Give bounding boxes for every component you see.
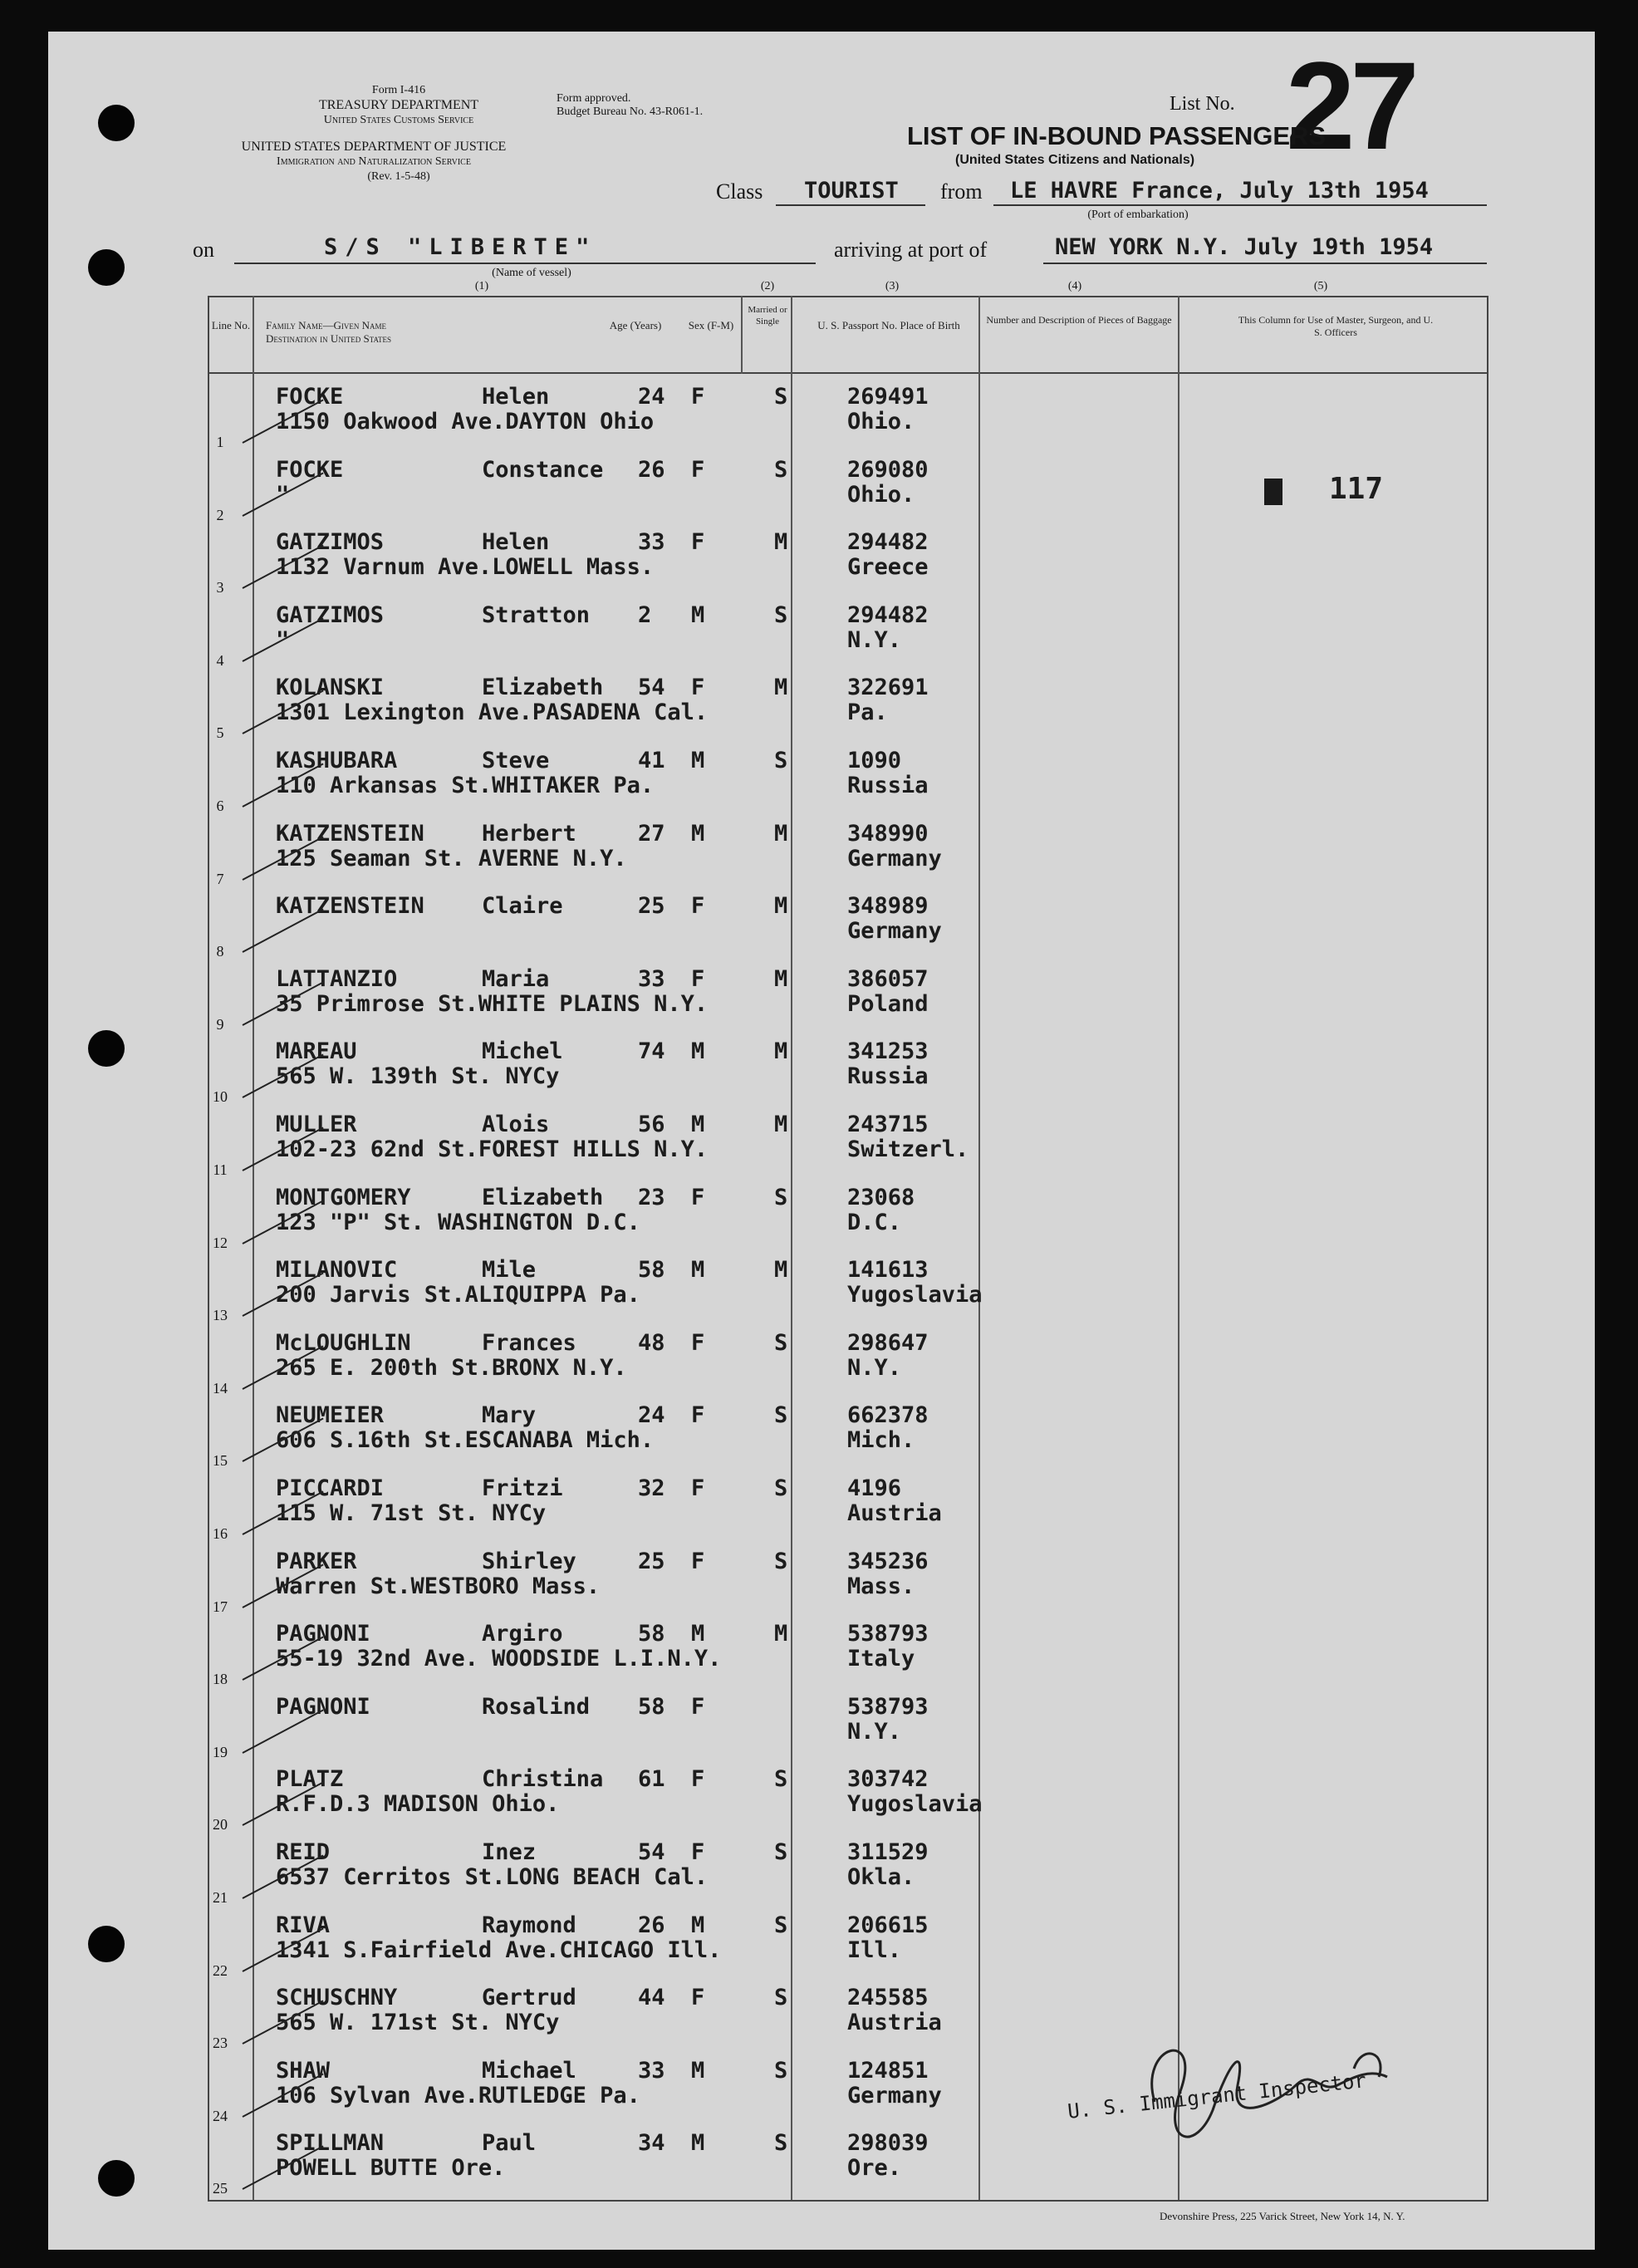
col-num-5: (5) (1313, 280, 1328, 292)
line-number: 17 (213, 1598, 228, 1615)
table-row (209, 1394, 982, 1470)
destination: 55-19 32nd Ave. WOODSIDE L.I.N.Y. (276, 1646, 722, 1672)
destination: 125 Seaman St. AVERNE N.Y. (276, 845, 627, 871)
sex: F (691, 456, 705, 483)
family-name: SHAW (276, 2057, 331, 2084)
place-of-birth: Mass. (847, 1573, 915, 1599)
family-name: SPILLMAN (276, 2130, 385, 2157)
line-number: 7 (216, 870, 224, 887)
place-of-birth: Poland (847, 990, 929, 1017)
sex: F (691, 675, 705, 701)
place-of-birth: Austria (847, 1500, 942, 1526)
sex: M (691, 1112, 705, 1137)
passport-number: 348989 (847, 893, 929, 920)
table-row (209, 376, 982, 449)
vessel-label: (Name of vessel) (492, 267, 571, 279)
table-row (209, 666, 982, 742)
age: 56 (638, 1112, 665, 1137)
married-status: S (774, 2130, 788, 2157)
sex: M (691, 2130, 705, 2157)
married-status: M (774, 1621, 788, 1647)
married-status: S (774, 1548, 788, 1574)
married-status: S (774, 1912, 788, 1938)
sex: F (691, 1839, 705, 1865)
page-subtitle: (United States Citizens and Nationals) (955, 153, 1195, 167)
family-name: FOCKE (276, 456, 344, 483)
destination: 6537 Cerritos St.LONG BEACH Cal. (276, 1864, 709, 1890)
table-row (209, 1831, 982, 1904)
given-name: Fritzi (482, 1475, 563, 1501)
sex: F (691, 1548, 705, 1574)
table-row (209, 1904, 982, 1977)
passport-number: 298647 (847, 1329, 929, 1356)
destination: Warren St.WESTBORO Mass. (276, 1573, 601, 1599)
binder-hole (88, 1030, 125, 1067)
age: 25 (638, 1548, 665, 1574)
destination: 565 W. 139th St. NYCy (276, 1063, 560, 1090)
sex: M (691, 748, 705, 773)
destination: " (276, 626, 290, 653)
place-of-birth: N.Y. (847, 1354, 902, 1381)
age: 58 (638, 1693, 665, 1720)
family-name: PAGNONI (276, 1693, 370, 1720)
place-of-birth: Ohio. (847, 481, 915, 508)
passport-number: 341253 (847, 1038, 929, 1065)
line-number: 15 (213, 1452, 228, 1470)
form-number: Form I-416 (371, 84, 426, 96)
family-name: KATZENSTEIN (276, 893, 424, 920)
passport-number: 322691 (847, 675, 929, 701)
passport-number: 269491 (847, 384, 929, 410)
budget-bureau: Budget Bureau No. 43-R061-1. (557, 106, 704, 118)
destination: " (276, 481, 290, 508)
given-name: Alois (482, 1112, 550, 1137)
destination: 106 Sylvan Ave.RUTLEDGE Pa. (276, 2082, 640, 2108)
given-name: Elizabeth (482, 1184, 604, 1210)
form-revision: (Rev. 1-5-48) (367, 170, 430, 183)
table-row (209, 594, 982, 667)
family-name: KASHUBARA (276, 748, 398, 773)
table-row (209, 739, 982, 812)
given-name: Steve (482, 748, 550, 773)
sex: M (691, 1257, 705, 1284)
sex: M (691, 820, 705, 847)
given-name: Maria (482, 965, 550, 992)
line-number: 24 (213, 2107, 228, 2124)
table-row (209, 1540, 982, 1613)
passport-number: 124851 (847, 2057, 929, 2084)
sex: F (691, 1985, 705, 2011)
passport-number: 243715 (847, 1112, 929, 1137)
given-name: Inez (482, 1839, 537, 1865)
form-approved: Form approved. (557, 92, 631, 105)
table-row (209, 2122, 982, 2195)
table-row (209, 958, 982, 1031)
place-of-birth: Germany (847, 2082, 942, 2108)
passport-number: 141613 (847, 1257, 929, 1284)
sex: F (691, 893, 705, 920)
arriving-underline (1043, 263, 1487, 264)
page-title: LIST OF IN-BOUND PASSENGERS (907, 121, 1327, 150)
place-of-birth: Ill. (847, 1937, 902, 1963)
destination: 1301 Lexington Ave.PASADENA Cal. (276, 700, 709, 726)
place-of-birth: Germany (847, 918, 942, 945)
family-name: PARKER (276, 1548, 357, 1574)
sex: M (691, 1621, 705, 1647)
age: 26 (638, 456, 665, 483)
place-of-birth: Austria (847, 2010, 942, 2036)
age: 33 (638, 529, 665, 556)
place-of-birth: Switzerl. (847, 1136, 969, 1162)
line-number: 12 (213, 1234, 228, 1251)
line-number: 3 (216, 579, 224, 596)
justice-dept: UNITED STATES DEPARTMENT OF JUSTICE (241, 140, 507, 154)
binder-hole (98, 2160, 135, 2197)
passport-number: 269080 (847, 456, 929, 483)
printer-note: Devonshire Press, 225 Varick Street, New York 14, N. Y. (1160, 2210, 1405, 2222)
sex: M (691, 1038, 705, 1065)
given-name: Paul (482, 2130, 537, 2157)
given-name: Argiro (482, 1621, 563, 1647)
given-name: Michael (482, 2057, 576, 2084)
sex: M (691, 601, 705, 628)
col-header-passport: U. S. Passport No. Place of Birth (817, 319, 960, 331)
line-number: 25 (213, 2180, 228, 2197)
place-of-birth: Russia (847, 1063, 929, 1090)
table-row (209, 1613, 982, 1686)
place-of-birth: Greece (847, 554, 929, 581)
sex: F (691, 529, 705, 556)
age: 33 (638, 2057, 665, 2084)
passport-number: 206615 (847, 1912, 929, 1938)
place-of-birth: Yugoslavia (847, 1282, 983, 1308)
col-header-sex: Sex (F-M) (688, 319, 734, 331)
place-of-birth: Okla. (847, 1864, 915, 1890)
family-name: MULLER (276, 1112, 357, 1137)
place-of-birth: Germany (847, 845, 942, 871)
list-number-label: List No. (1170, 93, 1235, 115)
age: 58 (638, 1621, 665, 1647)
table-row (209, 1176, 982, 1249)
line-number: 9 (216, 1015, 224, 1033)
age: 24 (638, 384, 665, 410)
destination: R.F.D.3 MADISON Ohio. (276, 1791, 560, 1818)
sex: F (691, 1329, 705, 1356)
from-value: LE HAVRE France, July 13th 1954 (1010, 178, 1429, 204)
passport-number: 4196 (847, 1475, 902, 1501)
line-number: 23 (213, 2035, 228, 2052)
table-row (209, 2050, 982, 2123)
line-number: 11 (213, 1161, 228, 1178)
destination: 102-23 62nd St.FOREST HILLS N.Y. (276, 1136, 709, 1162)
col-header-baggage: Number and Description of Pieces of Baggage (986, 314, 1172, 326)
col-num-2: (2) (760, 280, 775, 292)
col-header-dest: Destination in United States (266, 332, 392, 345)
family-name: PLATZ (276, 1766, 344, 1793)
family-name: PICCARDI (276, 1475, 385, 1501)
passport-number: 1090 (847, 748, 902, 773)
age: 48 (638, 1329, 665, 1356)
line-number: 20 (213, 1816, 228, 1834)
table-row (209, 1467, 982, 1540)
col-header-age: Age (Years) (609, 319, 662, 331)
passport-number: 303742 (847, 1766, 929, 1793)
passport-number: 311529 (847, 1839, 929, 1865)
given-name: Helen (482, 384, 550, 410)
married-status: M (774, 529, 788, 556)
line-number: 18 (213, 1671, 228, 1688)
binder-hole (88, 1926, 125, 1962)
married-status: S (774, 1839, 788, 1865)
line-number: 4 (216, 651, 224, 669)
married-status: S (774, 1184, 788, 1210)
destination: 115 W. 71st St. NYCy (276, 1500, 547, 1526)
age: 54 (638, 1839, 665, 1865)
passport-number: 245585 (847, 1985, 929, 2011)
age: 2 (638, 601, 652, 628)
married-status: S (774, 1475, 788, 1501)
married-status: M (774, 675, 788, 701)
line-number: 2 (216, 506, 224, 523)
line-number: 1 (216, 434, 224, 450)
header-divider (208, 372, 1487, 374)
destination: 1341 S.Fairfield Ave.CHICAGO Ill. (276, 1937, 722, 1963)
family-name: GATZIMOS (276, 601, 385, 628)
vessel-name: S/S "LIBERTE" (324, 234, 597, 260)
married-status: S (774, 1766, 788, 1793)
line-number: 16 (213, 1525, 228, 1542)
place-of-birth: Ohio. (847, 409, 915, 434)
passport-number: 23068 (847, 1184, 915, 1210)
sex: F (691, 965, 705, 992)
married-status: S (774, 1402, 788, 1429)
age: 25 (638, 893, 665, 920)
sex: F (691, 1766, 705, 1793)
line-number: 14 (213, 1379, 228, 1397)
given-name: Mile (482, 1257, 537, 1284)
col-header-name: Family Name—Given Name (266, 319, 386, 331)
given-name: Constance (482, 456, 604, 483)
married-status: M (774, 965, 788, 992)
table-row (209, 812, 982, 886)
age: 54 (638, 675, 665, 701)
table-row (209, 1249, 982, 1322)
table-row (209, 1030, 982, 1106)
table-row (209, 1758, 983, 1834)
destination: 565 W. 171st St. NYCy (276, 2010, 560, 2036)
line-number: 8 (216, 943, 224, 960)
age: 74 (638, 1038, 665, 1065)
place-of-birth: Ore. (847, 2155, 902, 2182)
destination: 35 Primrose St.WHITE PLAINS N.Y. (276, 990, 709, 1017)
line-number: 13 (213, 1307, 228, 1324)
place-of-birth: Russia (847, 773, 929, 798)
col-divider (741, 296, 743, 374)
family-name: McLOUGHLIN (276, 1329, 411, 1356)
destination: 265 E. 200th St.BRONX N.Y. (276, 1354, 627, 1381)
married-status: S (774, 384, 788, 410)
place-of-birth: Mich. (847, 1427, 915, 1454)
passport-number: 294482 (847, 529, 929, 556)
married-status: M (774, 820, 788, 847)
destination: 110 Arkansas St.WHITAKER Pa. (276, 773, 655, 798)
list-number: 27 (1286, 36, 1415, 175)
destination: 200 Jarvis St.ALIQUIPPA Pa. (276, 1282, 640, 1308)
age: 24 (638, 1402, 665, 1429)
line-number: 6 (216, 798, 224, 814)
on-label: on (193, 238, 214, 262)
given-name: Herbert (482, 820, 576, 847)
destination: POWELL BUTTE Ore. (276, 2155, 506, 2182)
sex: F (691, 1184, 705, 1210)
line-number: 10 (213, 1088, 228, 1106)
passport-number: 386057 (847, 965, 929, 992)
table-row (209, 1686, 982, 1759)
passport-number: 538793 (847, 1621, 929, 1647)
age: 33 (638, 965, 665, 992)
given-name: Michel (482, 1038, 563, 1065)
given-name: Rosalind (482, 1693, 591, 1720)
given-name: Helen (482, 529, 550, 556)
sex: M (691, 2057, 705, 2084)
place-of-birth: Pa. (847, 700, 888, 726)
sex: M (691, 1912, 705, 1938)
given-name: Christina (482, 1766, 604, 1793)
place-of-birth: N.Y. (847, 626, 902, 653)
age: 32 (638, 1475, 665, 1501)
given-name: Frances (482, 1329, 576, 1356)
table-row (209, 1976, 982, 2050)
destination: 123 "P" St. WASHINGTON D.C. (276, 1209, 640, 1235)
family-name: GATZIMOS (276, 529, 385, 556)
ins-service: Immigration and Naturalization Service (277, 155, 471, 168)
family-name: NEUMEIER (276, 1402, 385, 1429)
place-of-birth: Italy (847, 1646, 915, 1672)
family-name: FOCKE (276, 384, 344, 410)
passport-number: 294482 (847, 601, 929, 628)
class-value: TOURIST (804, 178, 899, 204)
from-underline (993, 204, 1487, 206)
family-name: MONTGOMERY (276, 1184, 411, 1210)
line-number: 21 (213, 1889, 228, 1906)
married-status: S (774, 601, 788, 628)
customs-service: United States Customs Service (323, 114, 474, 126)
family-name: MAREAU (276, 1038, 357, 1065)
age: 34 (638, 2130, 665, 2157)
class-underline (776, 204, 925, 206)
col-num-3: (3) (885, 280, 900, 292)
married-status: S (774, 1985, 788, 2011)
family-name: KOLANSKI (276, 675, 385, 701)
col-num-4: (4) (1067, 280, 1082, 292)
married-status: S (774, 748, 788, 773)
annotation-mark (1264, 479, 1282, 505)
arriving-value: NEW YORK N.Y. July 19th 1954 (1055, 234, 1434, 260)
sex: F (691, 1693, 705, 1720)
sex: F (691, 1475, 705, 1501)
col-num-1: (1) (474, 280, 489, 292)
embarkation-label: (Port of embarkation) (1087, 209, 1189, 221)
table-row (209, 449, 982, 522)
age: 61 (638, 1766, 665, 1793)
given-name: Claire (482, 893, 563, 920)
inspector-label: U. S. Immigrant Inspector (1067, 2069, 1368, 2123)
line-number: 5 (216, 724, 224, 742)
age: 41 (638, 748, 665, 773)
table-row (209, 1103, 982, 1176)
given-name: Mary (482, 1402, 537, 1429)
col-header-married: Married or Single (748, 305, 787, 326)
annotation-number: 117 (1329, 472, 1384, 506)
destination: 1132 Varnum Ave.LOWELL Mass. (276, 554, 655, 581)
place-of-birth: Yugoslavia (847, 1791, 983, 1818)
destination: 1150 Oakwood Ave.DAYTON Ohio (276, 409, 655, 434)
married-status: M (774, 1112, 788, 1137)
place-of-birth: N.Y. (847, 1718, 902, 1745)
family-name: PAGNONI (276, 1621, 370, 1647)
passport-number: 298039 (847, 2130, 929, 2157)
line-number: 22 (213, 1961, 228, 1979)
married-status: M (774, 1257, 788, 1284)
age: 27 (638, 820, 665, 847)
sex: F (691, 1402, 705, 1429)
from-label: from (940, 179, 983, 204)
given-name: Raymond (482, 1912, 576, 1938)
binder-hole (98, 105, 135, 141)
family-name: REID (276, 1839, 331, 1865)
passport-number: 538793 (847, 1693, 929, 1720)
given-name: Gertrud (482, 1985, 576, 2011)
family-name: MILANOVIC (276, 1257, 398, 1284)
passport-number: 348990 (847, 820, 929, 847)
vessel-underline (234, 263, 816, 264)
married-status: M (774, 1038, 788, 1065)
family-name: RIVA (276, 1912, 331, 1938)
line-number: 19 (213, 1743, 228, 1760)
binder-hole (88, 249, 125, 286)
family-name: SCHUSCHNY (276, 1985, 398, 2011)
age: 26 (638, 1912, 665, 1938)
passport-number: 662378 (847, 1402, 929, 1429)
sex: F (691, 384, 705, 410)
table-row (209, 885, 982, 958)
col-header-line: Line No. (211, 319, 251, 331)
place-of-birth: D.C. (847, 1209, 902, 1235)
married-status: S (774, 456, 788, 483)
age: 44 (638, 1985, 665, 2011)
age: 58 (638, 1257, 665, 1284)
married-status: S (774, 1329, 788, 1356)
given-name: Stratton (482, 601, 591, 628)
table-row (209, 521, 982, 594)
age: 23 (638, 1184, 665, 1210)
col-header-officers: This Column for Use of Master, Surgeon, and U. S. Officers (1238, 314, 1434, 338)
destination: 606 S.16th St.ESCANABA Mich. (276, 1427, 655, 1454)
family-name: KATZENSTEIN (276, 820, 424, 847)
table-row (209, 1322, 982, 1395)
col-divider (1178, 296, 1179, 2200)
married-status: M (774, 893, 788, 920)
passport-number: 345236 (847, 1548, 929, 1574)
family-name: LATTANZIO (276, 965, 398, 992)
given-name: Shirley (482, 1548, 576, 1574)
class-label: Class (716, 179, 763, 204)
arriving-label: arriving at port of (834, 238, 988, 262)
treasury-dept: TREASURY DEPARTMENT (318, 98, 479, 112)
married-status: S (774, 2057, 788, 2084)
given-name: Elizabeth (482, 675, 604, 701)
